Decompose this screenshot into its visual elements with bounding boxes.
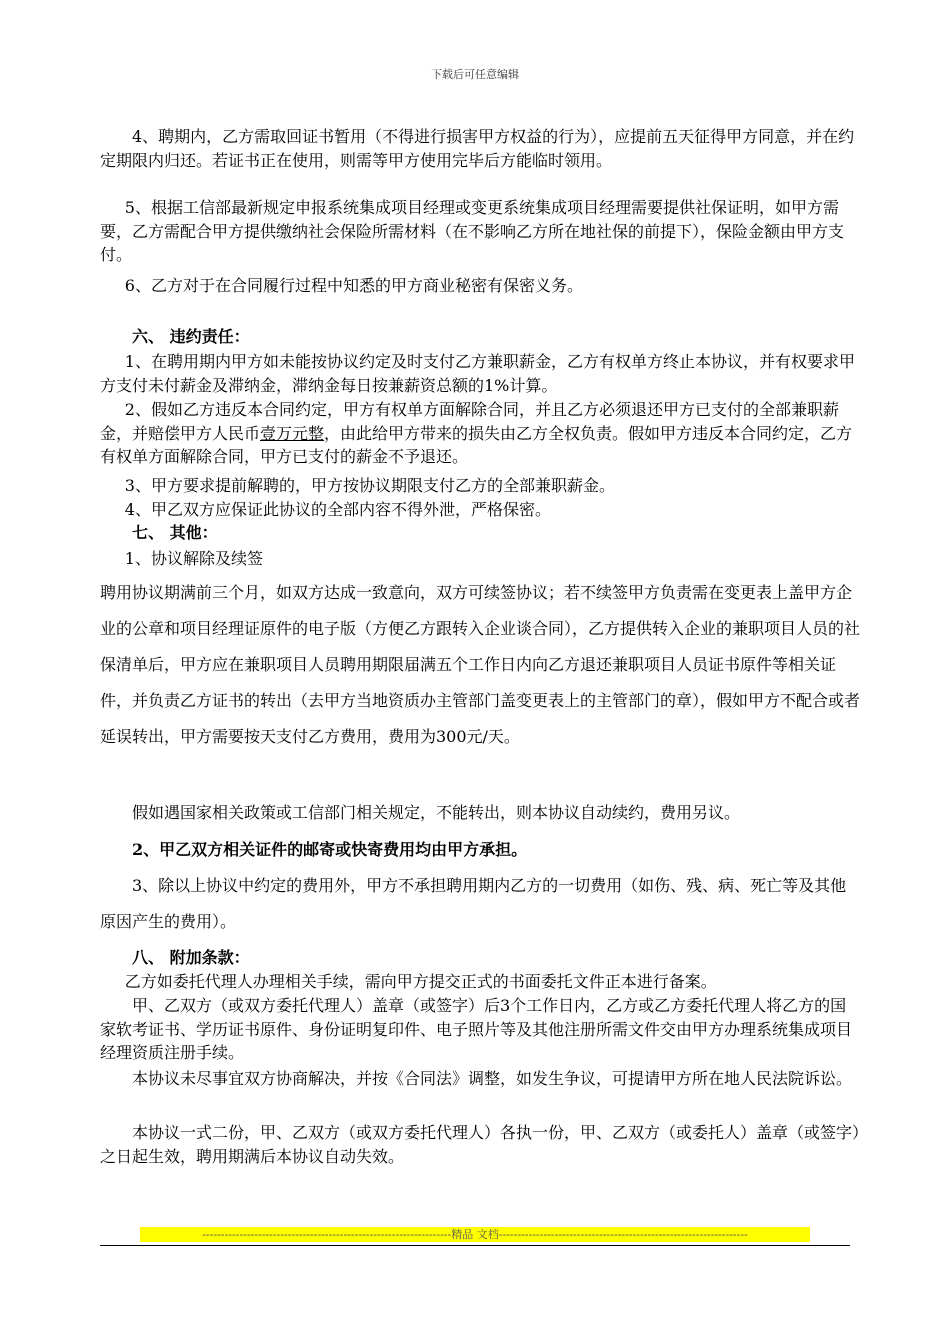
clause-6-3: 3、甲方要求提前解聘的，甲方按协议期限支付乙方的全部兼职薪金。: [124, 476, 615, 495]
clause-7-1: 1、协议解除及续签: [124, 549, 263, 568]
clause-6-2: [100, 398, 860, 469]
clause-8-1: 乙方如委托代理人办理相关手续，需向甲方提交正式的书面委托文件正本进行备案。: [124, 972, 717, 991]
section-8-title: 八、 附加条款：: [132, 948, 250, 967]
clause-8-2: 甲、乙双方（或双方委托代理人）盖章（或签字）后3个工作日内，乙方或乙方委托代理人将乙方的国家软考证书、学历证书原件、身份证明复印件、电子照片等及其他注册所需文件交由甲方办理系统集成项目经理资质注册手续。: [100, 996, 853, 1062]
footer-dashes-left: -------------------------------------------------------------------: [202, 1228, 452, 1241]
footer-label: 精品 文档: [451, 1228, 499, 1241]
penalty-amount: 壹万元整: [260, 423, 325, 443]
section-7-title: 七、 其他：: [132, 523, 218, 542]
clause-5-6: 6、乙方对于在合同履行过程中知悉的甲方商业秘密有保密义务。: [124, 276, 583, 295]
clause-8-3: 本协议未尽事宜双方协商解决，并按《合同法》调整，如发生争议，可提请甲方所在地人民法院诉讼。: [132, 1069, 853, 1088]
section-6-title: 六、 违约责任：: [132, 327, 250, 346]
footer-banner: [140, 1227, 810, 1242]
clause-6-2-text-a: 2、假如乙方违反本合同约定，甲方有权单方面解除合同，并且乙方必须退还甲方已支付的全部兼职薪金，并赔偿甲方人民币: [100, 400, 839, 443]
clause-8-4: 本协议一式二份，甲、乙双方（或双方委托代理人）各执一份，甲、乙双方（或委托人）盖章（或签字）之日起生效，聘用期满后本协议自动失效。: [100, 1123, 861, 1166]
clause-5-5: 5、根据工信部最新规定申报系统集成项目经理或变更系统集成项目经理需要提供社保证明，如甲方需要，乙方需配合甲方提供缴纳社会保险所需材料（在不影响乙方所在地社保的前提下），保险金额由甲方支付。: [100, 198, 845, 264]
clause-6-4: 4、甲乙双方应保证此协议的全部内容不得外泄，严格保密。: [124, 500, 551, 519]
clause-7-3: 3、除以上协议中约定的费用外，甲方不承担聘用期内乙方的一切费用（如伤、残、病、死亡等及其他原因产生的费用）。: [100, 876, 847, 931]
clause-6-1: 1、在聘用期内甲方如未能按协议约定及时支付乙方兼职薪金，乙方有权单方终止本协议，并有权要求甲方支付未付薪金及滞纳金，滞纳金每日按兼薪资总额的1%计算。: [100, 352, 855, 395]
clause-7-policy: 假如遇国家相关政策或工信部门相关规定，不能转出，则本协议自动续约，费用另议。: [132, 803, 741, 822]
footer-divider: [100, 1245, 850, 1246]
clause-5-4: 4、聘期内，乙方需取回证书暂用（不得进行损害甲方权益的行为），应提前五天征得甲方同意，并在约定期限内归还。若证书正在使用，则需等甲方使用完毕后方能临时领用。: [100, 127, 855, 170]
clause-7-1-body: 聘用协议期满前三个月，如双方达成一致意向，双方可续签协议；若不续签甲方负责需在变更表上盖甲方企业的公章和项目经理证原件的电子版（方便乙方跟转入企业谈合同），乙方提供转入企业的兼职项目人员的社保清单后，甲方应在兼职项目人员聘用期限届满五个工作日内向乙方退还兼职项目人员证书原件等相关证件，并负责乙方证书的转出（去甲方当地资质办主管部门盖变更表上的主管部门的章），假如甲方不配合或者延误转出，甲方需要按天支付乙方费用，费用为300元/天。: [100, 583, 861, 746]
clause-6-2-text-b: ，由此给甲方带来的损失由乙方全权负责。假如甲方违反本合同约定，乙方有权单方面解除合同，甲方已支付的薪金不予退还。: [100, 423, 853, 466]
footer-dashes-right: -------------------------------------------------------------------: [498, 1228, 748, 1241]
page-header: 下载后可任意编辑: [431, 68, 519, 81]
clause-7-2: 2、甲乙双方相关证件的邮寄或快寄费用均由甲方承担。: [132, 840, 528, 859]
